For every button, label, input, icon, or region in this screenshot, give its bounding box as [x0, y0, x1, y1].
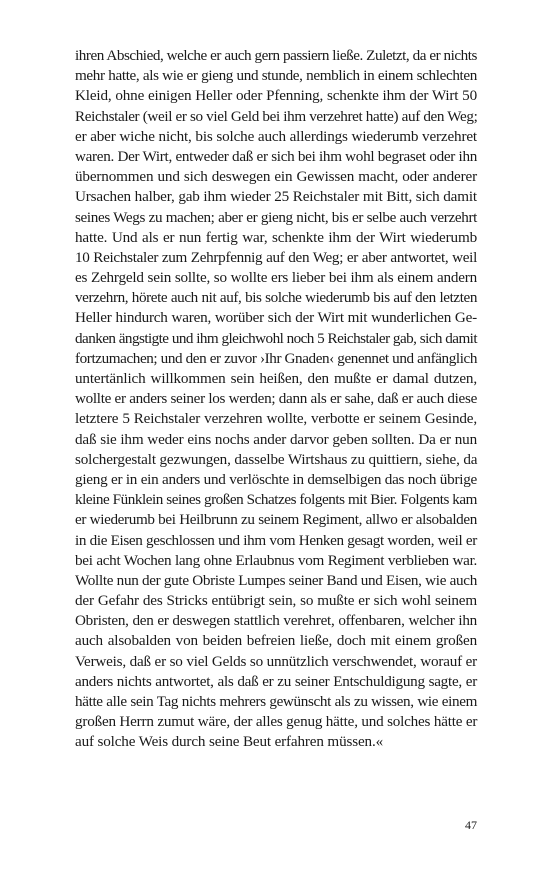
- text-line: bei acht Wochen lang ohne Erlaubnus vom Regiment verblieben war.: [75, 551, 477, 569]
- text-line: Obristen, den er deswegen stattlich verehret, offenbaren, welcher ihn: [75, 612, 477, 630]
- text-line: solchergestalt gezwungen, dasselbe Wirtshaus zu quittiern, siehe, da: [75, 450, 478, 468]
- text-line: auf solche Weis durch seine Beut erfahren müssen.«: [75, 733, 384, 751]
- text-line: wollte er anders seiner los werden; dann als er sahe, daß er auch diese: [75, 390, 477, 408]
- text-line: gieng er in ein anders und verlöschte in demselbigen das noch übrige: [75, 470, 477, 488]
- text-line: ihren Abschied, welche er auch gern passiern ließe. Zuletzt, da er nichts: [75, 47, 477, 64]
- body-text: [75, 46, 477, 753]
- text-line: er aber wiche nicht, bis solche auch allerdings wiederumb verzehret: [75, 127, 477, 145]
- text-line: in die Eisen geschlossen und ihm vom Henken gesagt worden, weil er: [75, 531, 477, 549]
- text-line: danken ängstigte und ihm gleichwohl noch 5 Reichstaler gab, sich damit: [75, 329, 477, 347]
- text-line: 10 Reichstaler zum Zehrpfennig auf den Weg; er aber antwortet, weil: [75, 248, 477, 266]
- text-line: der Gefahr des Stricks entübrigt sein, so mußte er sich wohl seinem: [75, 592, 477, 610]
- text-line: waren. Der Wirt, entweder daß er sich bei ihm wohl begraset oder ihn: [75, 147, 477, 165]
- text-line: Wollte nun der gute Obriste Lumpes seiner Band und Eisen, wie auch: [75, 571, 477, 589]
- text-line: er wiederumb bei Heilbrunn zu seinem Regiment, allwo er alsobalden: [75, 511, 477, 529]
- text-line: Reichstaler (weil er so viel Geld bei ihm verzehret hatte) auf den Weg;: [75, 107, 478, 125]
- text-line: kleine Fünklein seines großen Schatzes folgents mit Bier. Folgents kam: [75, 491, 477, 509]
- text-line: fortzumachen; und den er zuvor ›Ihr Gnaden‹ genennet und anfänglich: [75, 349, 477, 367]
- text-line: daß sie ihm weder eins nochs ander darvor geben sollten. Da er nun: [75, 430, 477, 448]
- text-line: es Zehrgeld sein sollte, so wollte ers lieber bei ihm als einem andern: [75, 269, 477, 287]
- text-line: übernommen und sich deswegen ein Gewissen macht, oder anderer: [75, 168, 477, 186]
- text-line: hätte alle sein Tag nichts mehrers gewünscht als zu wissen, wie einem: [75, 693, 477, 710]
- text-line: letztere 5 Reichstaler verzehren wollte, verbotte er seinem Gesinde,: [75, 410, 477, 428]
- text-line: Heller hindurch waren, worüber sich der Wirt mit wunderlichen Ge-: [75, 309, 477, 327]
- text-line: Ursachen halber, gab ihm wieder 25 Reichstaler mit Bitt, sich damit: [75, 188, 477, 206]
- text-line: großen Herrn zumut wäre, der alles genug hätte, und solches hätte er: [75, 713, 478, 731]
- text-line: auch alsobalden von beiden befreien ließe, doch mit einem großen: [75, 632, 477, 650]
- text-line: verzehrn, hörete auch nit auf, bis solche wiederumb bis auf den letzten: [75, 289, 477, 307]
- text-line: mehr hatte, als wie er gieng und stunde, nemblich in einem schlechten: [75, 67, 477, 85]
- page-number: 47: [465, 818, 477, 832]
- text-line: Kleid, ohne einigen Heller oder Pfenning, schenkte ihm der Wirt 50: [75, 87, 477, 105]
- text-line: Verweis, daß er so viel Gelds so unnützlich verschwendet, worauf er: [75, 652, 477, 670]
- text-line: untertänlich willkommen sein heißen, den mußte er damal dutzen,: [75, 370, 477, 387]
- text-line: hatte. Und als er nun fertig war, schenkte ihm der Wirt wiederumb: [75, 228, 477, 246]
- text-line: anders nichts antwortet, als daß er zu seiner Entschuldigung sagte, er: [75, 672, 477, 690]
- text-line: seines Wegs zu machen; aber er gieng nicht, bis er selbe auch verzehrt: [75, 208, 477, 226]
